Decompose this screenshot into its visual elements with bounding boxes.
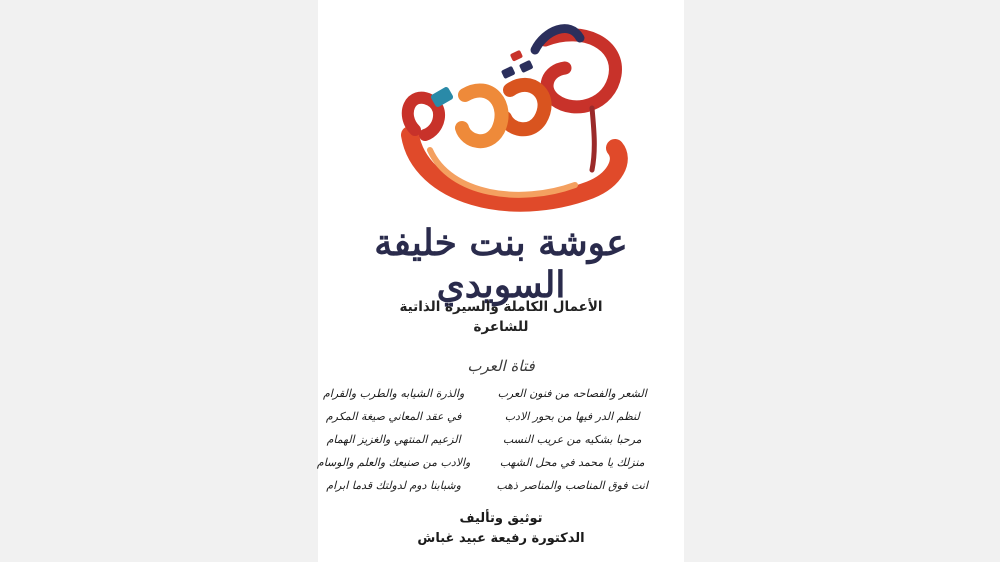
- verse-left: وشبابنا دوم لدولتك قدما ابرام: [326, 479, 461, 492]
- verse-right: مرحبا بشكيه من عريب النسب: [502, 433, 642, 446]
- credit-author: الدكتورة رفيعة عبيد غباش: [417, 531, 585, 546]
- poem-verses: [316, 386, 648, 494]
- calligraphy-logo: [370, 20, 640, 220]
- verse-left: في عقد المعاني صيغة المكرم: [325, 410, 462, 423]
- book-cover: [318, 0, 684, 562]
- subtitle-line-2: للشاعرة: [473, 319, 529, 335]
- verse-right: لنظم الدر فيها من بحور الادب: [504, 410, 640, 423]
- poem-title: فتاة العرب: [467, 357, 535, 375]
- verse-left: والادب من صنيعك والعلم والوسام: [316, 456, 471, 469]
- calligraphy-logo-art: [370, 20, 640, 220]
- verse-left: الزعيم المنتهي والغزيز الهمام: [326, 433, 461, 446]
- verse-right: منزلك يا محمد في محل الشهب: [499, 456, 645, 469]
- verse-right: الشعر والفصاحه من فنون العرب: [497, 387, 647, 400]
- author-name: عوشة بنت خليفة السويدي: [374, 222, 628, 306]
- subtitle-line-1: الأعمال الكاملة والسيرة الذاتية: [399, 299, 603, 315]
- verse-left: والذرة الشيابه والطرب والقرام: [322, 387, 465, 400]
- verse-right: انت فوق المناصب والمناصر ذهب: [496, 479, 648, 492]
- credit-label: توثيق وتأليف: [459, 511, 543, 526]
